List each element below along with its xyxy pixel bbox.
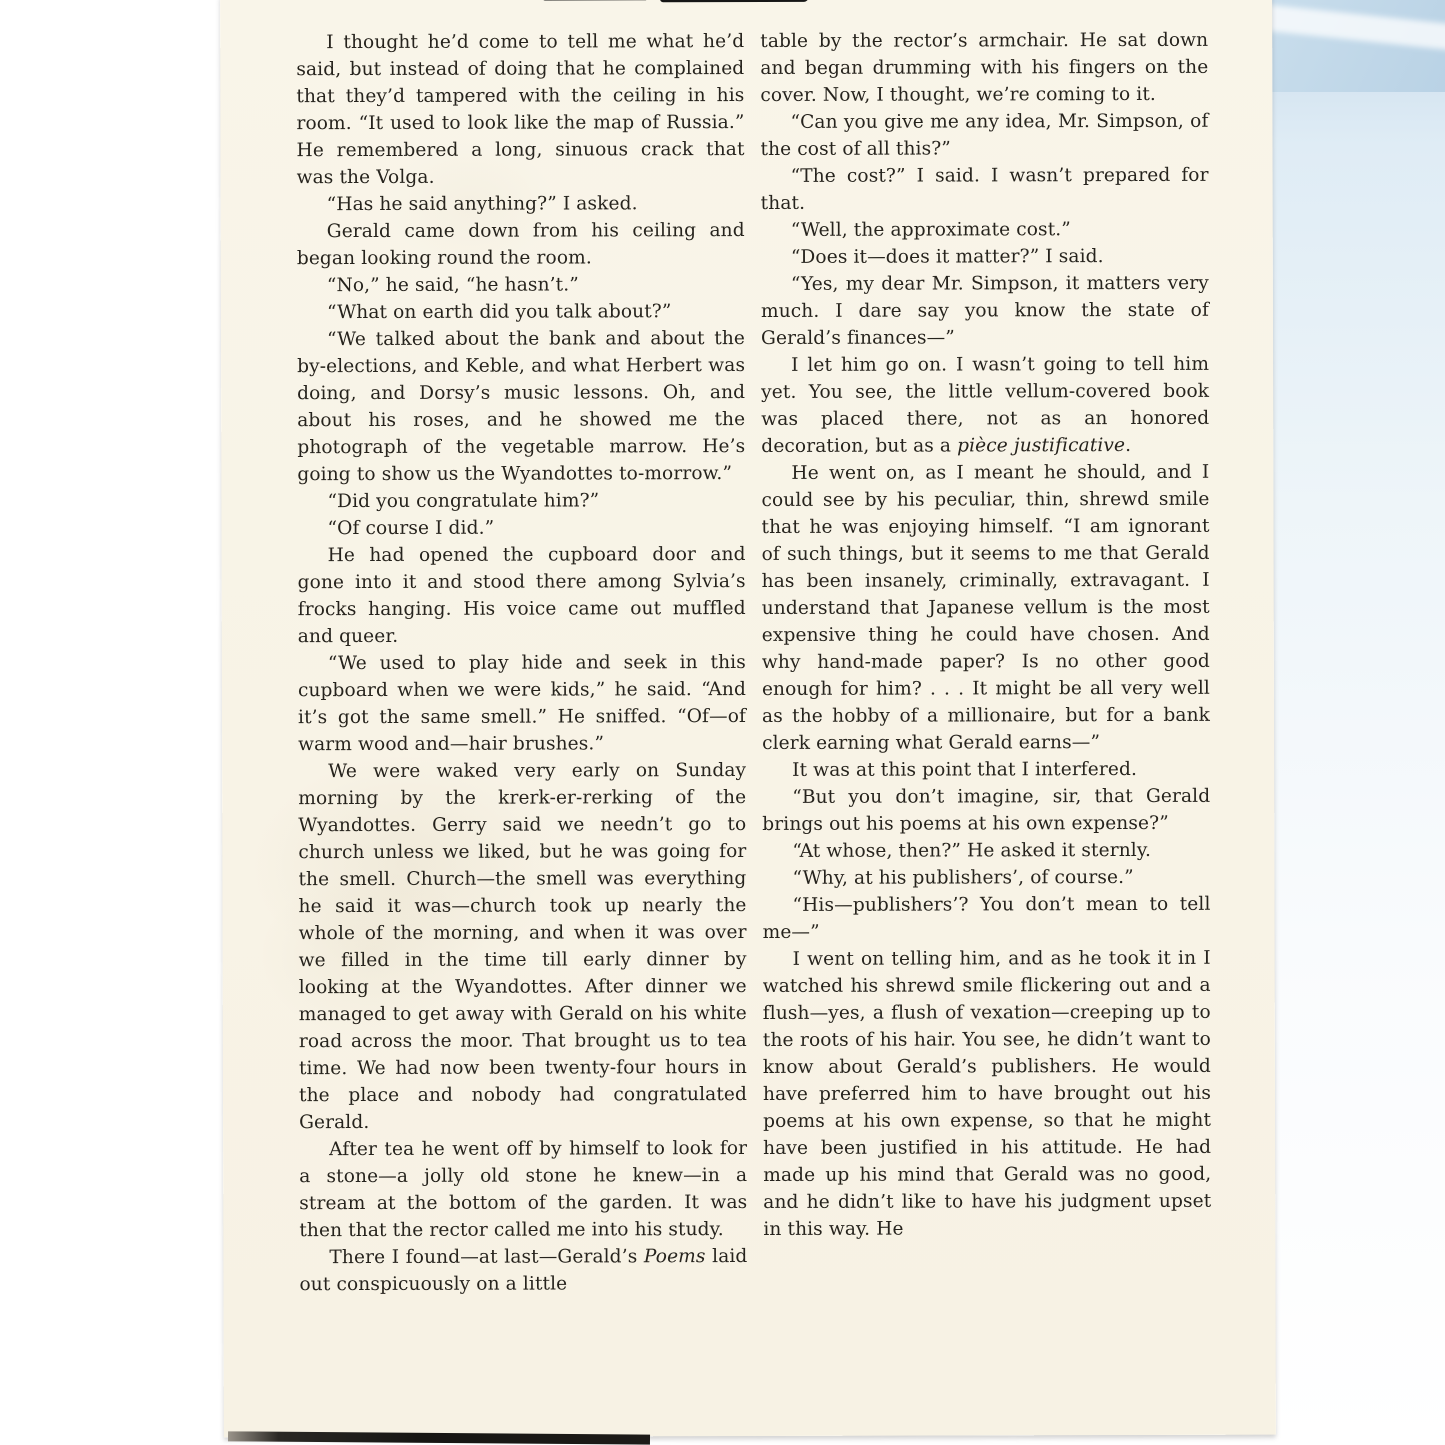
paragraph: “We talked about the bank and about the by-elections, and Keble, and what Herbert was doing, and Dorsy’s music lessons. Oh, and about his roses, and he showed me the photograph of the vegetable marrow. He’s going to show us the Wyandottes to-morrow.” — [297, 328, 746, 486]
paragraph: “But you don’t imagine, sir, that Gerald brings out his poems at his own expense?” — [762, 785, 1211, 835]
scan-edge-bar — [228, 1431, 650, 1444]
paragraph: “His—publishers’? You don’t mean to tell me—” — [762, 893, 1211, 943]
cropped-running-header-fragment — [660, 0, 808, 2]
paragraph: “We used to play hide and seek in this cupboard when we were kids,” he said. “And it’s got the same smell.” He sniffed. “Of—of warm wood and—hair brushes.” — [297, 652, 747, 756]
cropped-running-header-fragment — [542, 0, 648, 1]
two-column-text-block — [296, 27, 1211, 1298]
scanned-page — [220, 0, 1276, 1437]
paragraph: We were waked very early on Sunday morning by the krerk-er-rerking of the Wyandottes. Gerry said we needn’t go to church unless we liked, but he was going for the smell. Church—the smell was everything he said it was—church took up nearly the whole of the morning, and when it was over we filled in the time till early dinner by looking at the Wyandottes. After dinner we managed to get away with Gerald on his white road across the moor. That brought us to tea time. We had now been twenty-four hours in the place and nobody had congratulated Gerald. — [298, 760, 748, 1134]
paragraph: I thought he’d come to tell me what he’d said, but instead of doing that he complained that they’d tampered with the ceiling in his room. “It used to look like the map of Russia.” He remembered a long, sinuous crack that was the Volga. — [296, 31, 745, 189]
paragraph: He went on, as I meant he should, and I could see by his peculiar, thin, shrewd smile that he was enjoying himself. “I am ignorant of such things, but it seems to me that Gerald has been insanely, criminally, extravagant. I understand that Japanese vellum is the most expensive thing he could have chosen. And why hand-made paper? Is no other good enough for him? . . . It might be all very well as the hobby of a millionaire, but for a bank clerk earning what Gerald earns—” — [761, 461, 1211, 754]
paragraph: I let him go on. I wasn’t going to tell him yet. You see, the little vellum-covered book was placed there, not as an honored decoration, but as a pièce justificative. — [761, 353, 1210, 457]
paragraph: There I found—at last—Gerald’s Poems laid out conspicuously on a little — [299, 1246, 748, 1296]
paragraph: He had opened the cupboard door and gone into it and stood there among Sylvia’s frocks hanging. His voice came out muffled and queer. — [297, 544, 746, 648]
scanner-background-strip — [1272, 0, 1445, 1445]
paragraph: “Well, the approximate cost.” — [790, 219, 1071, 241]
paragraph: “No,” he said, “he hasn’t.” — [326, 274, 579, 297]
paragraph: “The cost?” I said. I wasn’t prepared for that. — [760, 164, 1209, 214]
paragraph: “Has he said anything?” I asked. — [326, 193, 638, 216]
paragraph: After tea he went off by himself to look for a stone—a jolly old stone he knew—in a stream at the bottom of the garden. It was then that the rector called me into his study. — [299, 1138, 748, 1242]
paragraph: table by the rector’s armchair. He sat down and began drumming with his fingers on the cover. Now, I thought, we’re coming to it. — [760, 29, 1209, 106]
paragraph: Gerald came down from his ceiling and began looking round the room. — [296, 220, 745, 270]
paragraph: “Can you give me any idea, Mr. Simpson, of the cost of all this?” — [760, 110, 1209, 160]
text-column-right — [760, 27, 1211, 1297]
paragraph: “Did you congratulate him?” — [327, 490, 600, 513]
paragraph: “Does it—does it matter?” I said. — [790, 246, 1104, 268]
text-column-left — [296, 28, 747, 1298]
paragraph: “Why, at his publishers’, of course.” — [792, 866, 1134, 889]
paragraph: “At whose, then?” He asked it sternly. — [792, 839, 1151, 862]
paragraph: “Of course I did.” — [327, 517, 495, 540]
paragraph: It was at this point that I interfered. — [792, 758, 1138, 781]
paragraph: “What on earth did you talk about?” — [326, 301, 672, 324]
paragraph: “Yes, my dear Mr. Simpson, it matters very much. I dare say you know the state of Gerald’s finances—” — [760, 272, 1209, 349]
paragraph: I went on telling him, and as he took it in I watched his shrewd smile flickering out and a flush—yes, a flush of vexation—creeping up to the roots of his hair. You see, he didn’t want to know about Gerald’s publishers. He would have preferred him to have brought out his poems at his own expense, so that he might have been justified in his attitude. He had made up his mind that Gerald was no good, and he didn’t like to have his judgment upset in this way. He — [762, 947, 1212, 1240]
